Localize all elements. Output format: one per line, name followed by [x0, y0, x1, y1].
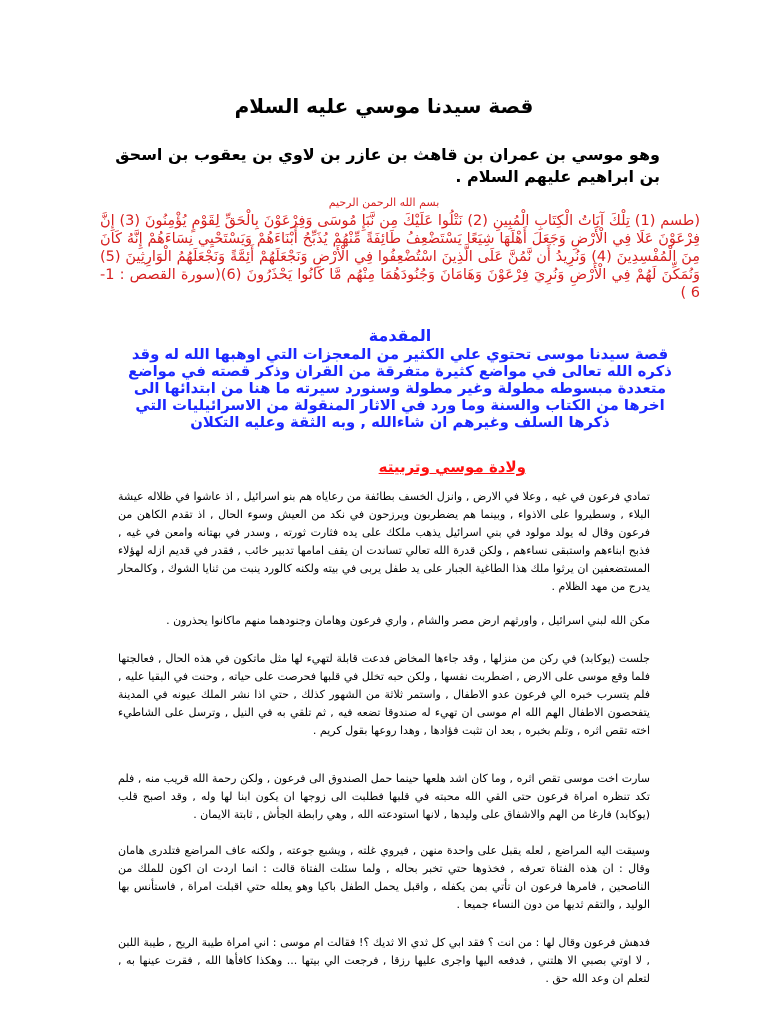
- story-paragraph: فدهش فرعون وقال لها : من انت ؟ فقد ابي كل ثدي الا ثديك ؟! فقالت ام موسى : اني امراة طيبة الريح , طيبة اللبن , لا اوتي بصبي الا هلتني , فدفعه اليها واجرى عليها رزقا , فرجعت الي بيتها ... وهكذا كافأها الله , فقرت عينها به , لتعلم ان وعد الله حق .: [118, 936, 650, 985]
- intro-heading: المقدمة: [368, 326, 432, 345]
- lineage-text: وهو موسي بن عمران بن قاهث بن عازر بن لاوي بن يعقوب بن اسحق بن ابراهيم عليهم السلام .: [115, 145, 660, 186]
- story-paragraph: مكن الله لبني اسرائيل , واورثهم ارض مصر والشام , واري فرعون وهامان وجنودهما منهم ماكانوا يحذرون .: [166, 614, 650, 627]
- page-title: قصة سيدنا موسي عليه السلام: [234, 94, 534, 118]
- intro-paragraph: قصة سيدنا موسى تحتوي علي الكثير من المعجزات التي اوهبها الله له وقد ذكره الله تعالى في مواضع كثيرة متفرقة من القران وذكر قصته في مواضع متعددة مبسوطه مطولة وغير مطولة وسنورد سيرته ما هنا من ابتدائها الى اخرها من الكتاب والسنة وما ورد في الاثار المنقولة من الاسرائيليات التي ذكرها السلف وغيرهم ان شاءالله , وبه الثقة وعليه التكلان: [128, 346, 672, 431]
- story-paragraph: سارت اخت موسى تقص اثره , وما كان اشد هلعها حينما حمل الصندوق الى فرعون , ولكن رحمة الله قريب منه , فلم تكد تنظره امراة فرعون حتى القي الله محبته في قلبها فطلبت الى زوجها ان يكون ابنا لها وله , وقد اصبح قلب (يوكابد) فارغا من الهم والاشفاق على وليدها , لانها استودعته الله , وهي رابطة الجأش , ثابتة الايمان .: [118, 772, 650, 821]
- quran-verse: (طسم (1) تِلْكَ آيَاتُ الْكِتَابِ الْمُبِينِ (2) نَتْلُوا عَلَيْكَ مِن نَّبَإِ مُوسَى وَفِرْعَوْنَ بِالْحَقِّ لِقَوْمٍ يُؤْمِنُونَ (3) إِنَّ فِرْعَوْنَ عَلَا فِي الْأَرْضِ وَجَعَلَ أَهْلَهَا شِيَعًا يَسْتَضْعِفُ طَائِفَةً مِّنْهُمْ يُذَبِّحُ أَبْنَاءَهُمْ وَيَسْتَحْيِي نِسَاءَهُمْ إِنَّهُ كَانَ مِنَ الْمُفْسِدِينَ (4) وَنُرِيدُ أَن نَّمُنَّ عَلَى الَّذِينَ اسْتُضْعِفُوا فِي الْأَرْضِ وَنَجْعَلَهُمْ أَئِمَّةً وَنَجْعَلَهُمُ الْوَارِثِينَ (5) وَنُمَكِّنَ لَهُمْ فِي الْأَرْضِ وَنُرِيَ فِرْعَوْنَ وَهَامَانَ وَجُنُودَهُمَا مِنْهُم مَّا كَانُوا يَحْذَرُونَ (6)(سورة القصص : 1- 6 ): [100, 213, 700, 301]
- story-paragraph: جلست (يوكابد) في ركن من منزلها , وقد جاءها المخاض فدعت قابلة لتهيء لها مثل ماتكون في هذه الحال , فعالجتها فلما وقع موسى على الارض , اضطربت نفسها , ولكن حبه تخلل في قلبها فحرصت على حياته , وحنت في البقيا عليه , فلم يتسرب خبره الي فرعون عدو الاطفال , واستمر ثلاثة من الشهور كذلك , حتي اذا نشر الملك عيونه في المدينة يتفحصون الاطفال الهم الله ام موسى ان تهيء له صندوقا تضعه فيه , ثم تلقي به في النيل , وترسل على الشاطيء اخته تقص اثره , وتلم بخبره , بعد ان تثبت فؤادها , وهدا روعها بقول كريم .: [118, 652, 650, 737]
- story-paragraph: وسيقت اليه المراضع , لعله يقبل على واحدة منهن , فيروي غلته , ويشبع جوعته , ولكنه عاف المراضع فتلدرى هامان وقال : ان هذه الفتاة تعرفه , فخذوها حتي تخبر بحاله , ولما سئلت الفتاة قالت : انما اردت ان اكون للملك من الناصحين , فامرها فرعون ان تأتي بمن يكفله , واقبل يحمل الطفل باكيا وهو يعلله حتي اقبلت امراة , فاستأنس بها الوليد , والتقم ثديها من دون النساء جميعا .: [118, 844, 650, 911]
- birth-heading: ولادة موسي وتربيته: [378, 458, 526, 476]
- story-paragraph: تمادي فرعون في غيه , وعلا في الارض , وانزل الخسف بطائفة من رعاياه هم بنو اسرائيل , اذ عاشوا في ظلاله عيشة البلاء , وسطيروا على الاذواء , وبينما هم يضطربون ويرزحون في نكد من العيش وسوء الحال , اذ تقدم الكاهن من فرعون وقال له يولد مولود في بني اسرائيل يذهب ملكك على يده فثارت ثورته , وسدر في بهتانه وامعن في غيه , فذبح ابناءهم واستبقى نساءهم , ولكن قدرة الله تعالي تساندت ان يقف امامها تدبير خائب , فقدر في قديم ازله لهؤلاء المستضعفين ان يرثوا ملك هذا الطاغية الجبار على يد طفل يربى في بيته ولكنه كالورد ينبت من ثنايا الشوك , وكالمحار يدرج من مهد الظلام .: [118, 490, 650, 593]
- basmala-text: بسم الله الرحمن الرحيم: [328, 196, 440, 209]
